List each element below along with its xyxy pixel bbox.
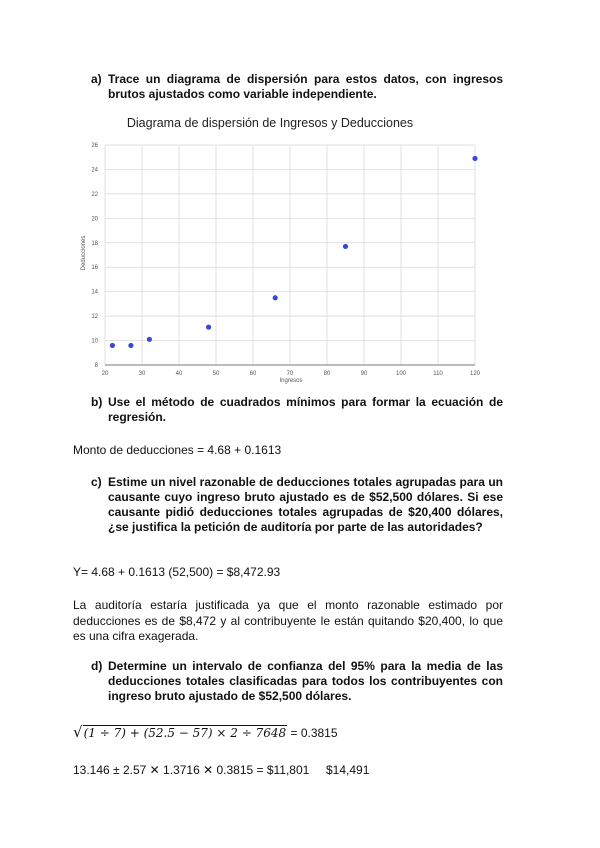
- x-axis-label: Ingresos: [279, 378, 303, 384]
- x-tick-label: 100: [395, 371, 407, 377]
- chart-title: Diagrama de dispersión de Ingresos y Deducciones: [126, 116, 414, 130]
- x-tick-label: 110: [433, 371, 443, 377]
- data-point: [343, 244, 348, 249]
- scatter-chart: [78, 108, 488, 390]
- data-point: [147, 337, 152, 342]
- chart-grid: [105, 145, 475, 365]
- chart-points: [110, 156, 478, 348]
- data-point: [472, 156, 477, 161]
- sqrt-expression: (1 ÷ 7) + (52.5 − 57) × 2 ÷ 7648: [83, 726, 287, 740]
- question-a-text: Trace un diagrama de dispersión para estos datos, con ingresos brutos ajustados como variable independiente.: [108, 72, 503, 101]
- answer-c: Y= 4.68 + 0.1613 (52,500) = $8,472.93: [73, 565, 281, 579]
- question-c: [91, 475, 503, 535]
- question-d-label: d): [91, 659, 103, 673]
- data-point: [110, 343, 115, 348]
- y-tick-label: 22: [91, 191, 98, 198]
- question-c-text: Estime un nivel razonable de deducciones totales agrupadas para un causante cuyo ingreso bruto ajustado es de $52,500 dólares. Si ese causante pidió deducciones totales agrupadas de $20,400 dólares, ¿se justifica la petición de auditoría por parte de las autoridades?: [108, 475, 503, 534]
- sqrt-formula: [73, 723, 338, 742]
- question-a-label: a): [91, 72, 102, 86]
- question-c-label: c): [91, 475, 102, 489]
- y-tick-label: 18: [91, 240, 98, 247]
- y-tick-label: 26: [91, 143, 98, 149]
- sqrt-symbol: √: [73, 723, 83, 741]
- x-tick-label: 20: [101, 371, 109, 377]
- question-d-text: Determine un intervalo de confianza del 95% para la media de las deducciones totales clasificadas para todos los contribuyentes con ingreso bruto ajustado de $52,500 dólares.: [108, 659, 503, 703]
- y-tick-label: 10: [91, 338, 98, 345]
- x-tick-label: 40: [175, 371, 183, 377]
- question-b: [91, 395, 503, 425]
- x-tick-label: 30: [138, 371, 146, 377]
- x-tick-label: 60: [249, 371, 257, 377]
- y-tick-label: 16: [91, 265, 98, 272]
- data-point: [206, 325, 211, 330]
- x-tick-label: 80: [323, 371, 331, 377]
- x-tick-label: 120: [469, 371, 481, 377]
- y-tick-label: 20: [91, 216, 98, 223]
- question-d: [91, 659, 503, 704]
- data-point: [128, 343, 133, 348]
- y-tick-label: 12: [91, 314, 98, 321]
- y-tick-label: 24: [91, 167, 98, 174]
- answer-b: Monto de deducciones = 4.68 + 0.1613: [73, 443, 282, 457]
- question-a: [91, 72, 503, 102]
- explanation-c: La auditoría estaría justificada ya que el monto razonable estimado por deducciones es de $8,472 y al contribuyente le están quitando $20,400, lo que es una cifra exagerada.: [73, 598, 503, 643]
- confidence-interval: 13.146 ± 2.57 ✕ 1.3716 ✕ 0.3815 = $11,801 $14,491: [73, 763, 370, 777]
- sqrt-result: = 0.3815: [290, 726, 338, 740]
- x-tick-label: 70: [286, 371, 294, 377]
- question-b-text: Use el método de cuadrados mínimos para formar la ecuación de regresión.: [108, 395, 503, 424]
- x-tick-label: 90: [360, 371, 368, 377]
- y-tick-label: 14: [91, 289, 98, 296]
- x-tick-label: 50: [212, 371, 220, 377]
- y-axis-label: Deducciones: [81, 235, 87, 271]
- y-tick-label: 8: [94, 363, 98, 369]
- data-point: [273, 295, 278, 300]
- question-b-label: b): [91, 395, 103, 409]
